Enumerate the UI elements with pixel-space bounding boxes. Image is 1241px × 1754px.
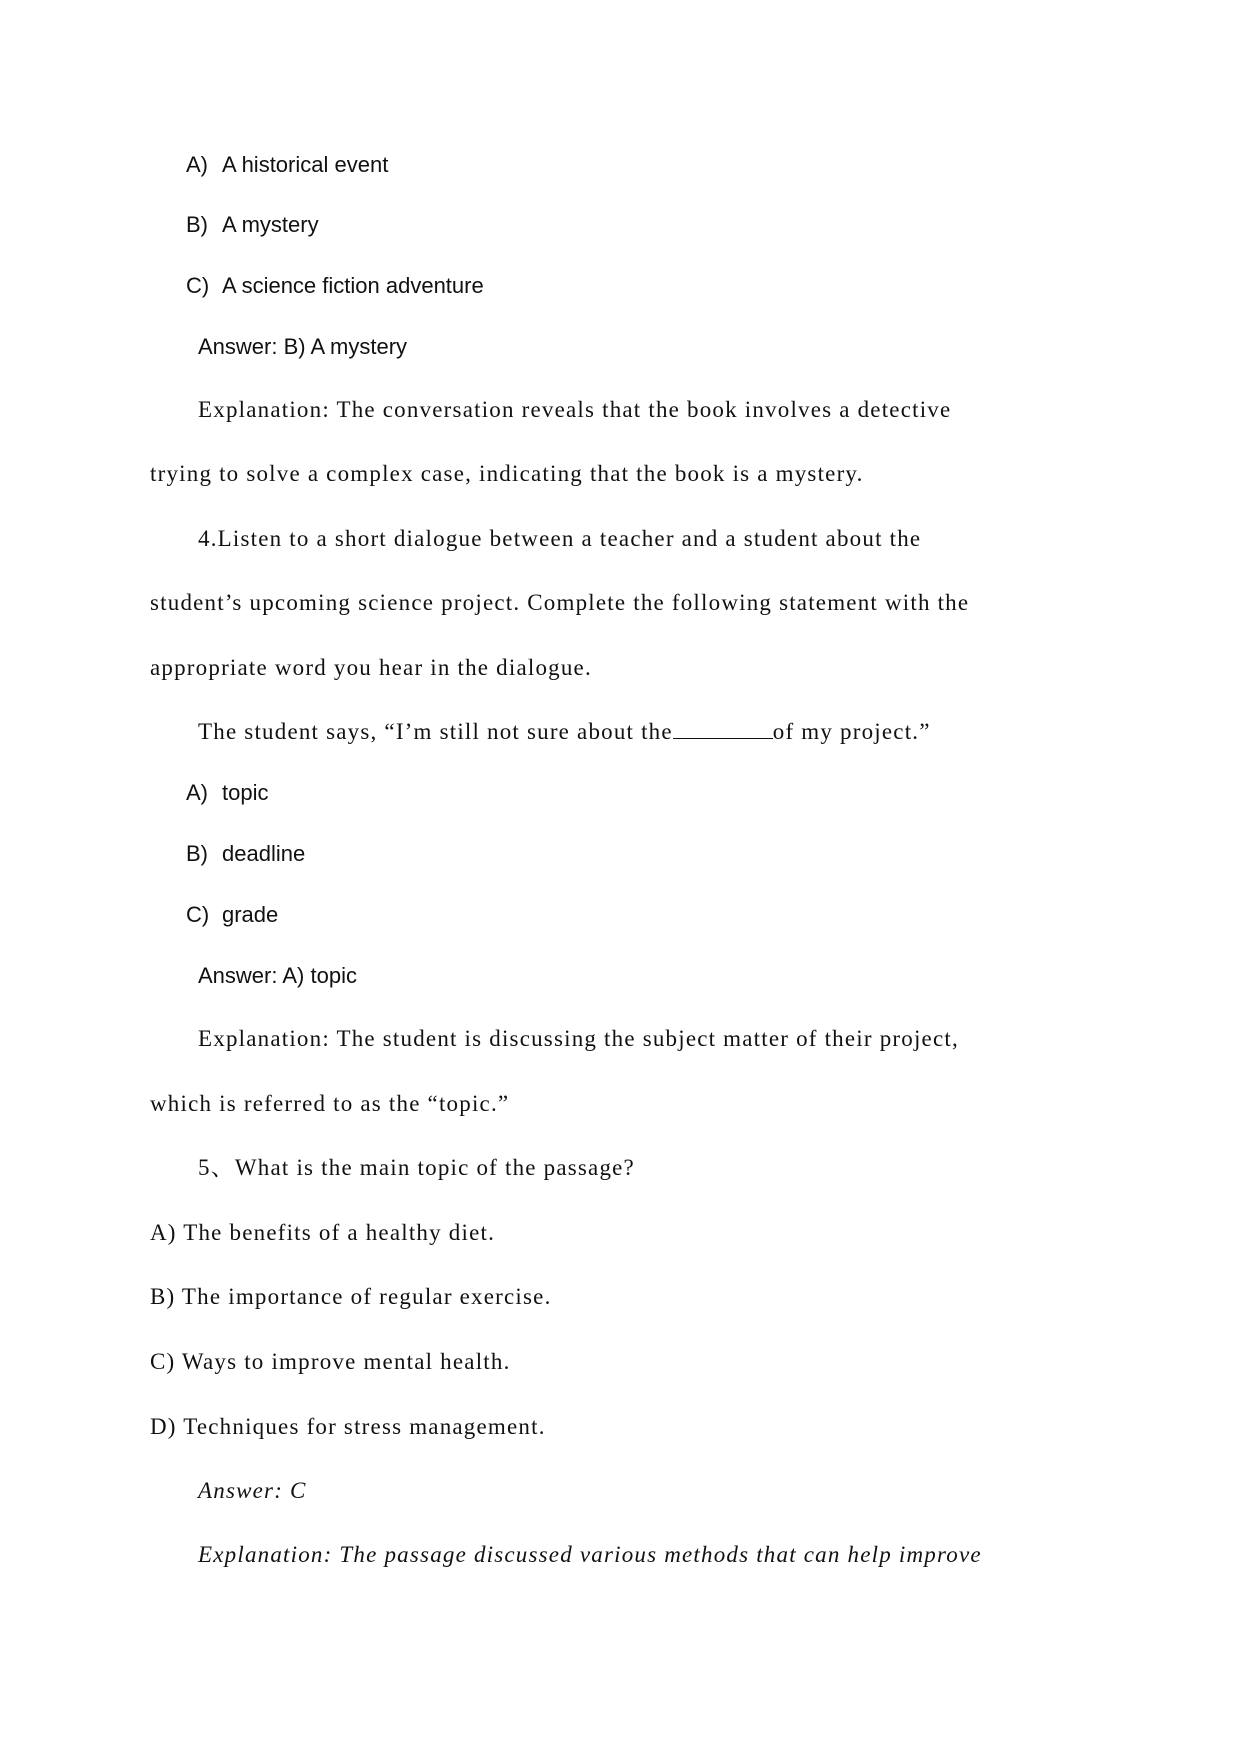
option-text: A historical event (222, 152, 389, 177)
q3-explanation-line1: Explanation: The conversation reveals that the book involves a detective (198, 397, 952, 422)
q4-option-b (186, 843, 305, 865)
q4-prompt-line2: student’s upcoming science project. Complete the following statement with the (150, 590, 970, 615)
q4-option-c (186, 904, 278, 926)
q5-option-d: D) Techniques for stress management. (150, 1414, 546, 1439)
option-text: A science fiction adventure (222, 273, 484, 298)
q4-explanation-line1: Explanation: The student is discussing the subject matter of their project, (198, 1026, 959, 1051)
q5-option-b: B) The importance of regular exercise. (150, 1284, 552, 1309)
q3-answer: Answer: B) A mystery (198, 334, 408, 359)
q4-answer: Answer: A) topic (198, 963, 357, 988)
q4-explanation-line2: which is referred to as the “topic.” (150, 1091, 510, 1116)
q3-explanation-line2: trying to solve a complex case, indicating that the book is a mystery. (150, 461, 864, 486)
q3-option-b (186, 214, 319, 236)
option-letter: A) (186, 780, 208, 805)
option-letter: B) (186, 841, 208, 866)
fill-in-blank (673, 720, 773, 739)
option-text: grade (222, 902, 279, 927)
q5-answer: Answer: C (198, 1478, 307, 1503)
statement-before: The student says, “I’m still not sure about the (198, 719, 673, 744)
option-text: topic (222, 780, 269, 805)
option-text: deadline (222, 841, 306, 866)
q4-statement (198, 720, 931, 743)
q5-explanation-line1: Explanation: The passage discussed various methods that can help improve (198, 1542, 982, 1567)
q5-option-a: A) The benefits of a healthy diet. (150, 1220, 496, 1245)
q3-option-c (186, 275, 484, 297)
q3-option-a (186, 154, 388, 176)
q4-prompt-line3: appropriate word you hear in the dialogue. (150, 655, 592, 680)
option-letter: C) (186, 902, 210, 927)
statement-after: of my project.” (772, 719, 931, 744)
q5-option-c: C) Ways to improve mental health. (150, 1349, 511, 1374)
option-letter: A) (186, 152, 208, 177)
q5-prompt: 5、What is the main topic of the passage? (198, 1155, 635, 1180)
option-letter: B) (186, 212, 208, 237)
option-letter: C) (186, 273, 210, 298)
option-text: A mystery (222, 212, 319, 237)
q4-prompt-line1: 4.Listen to a short dialogue between a teacher and a student about the (198, 526, 922, 551)
q4-option-a (186, 782, 268, 804)
